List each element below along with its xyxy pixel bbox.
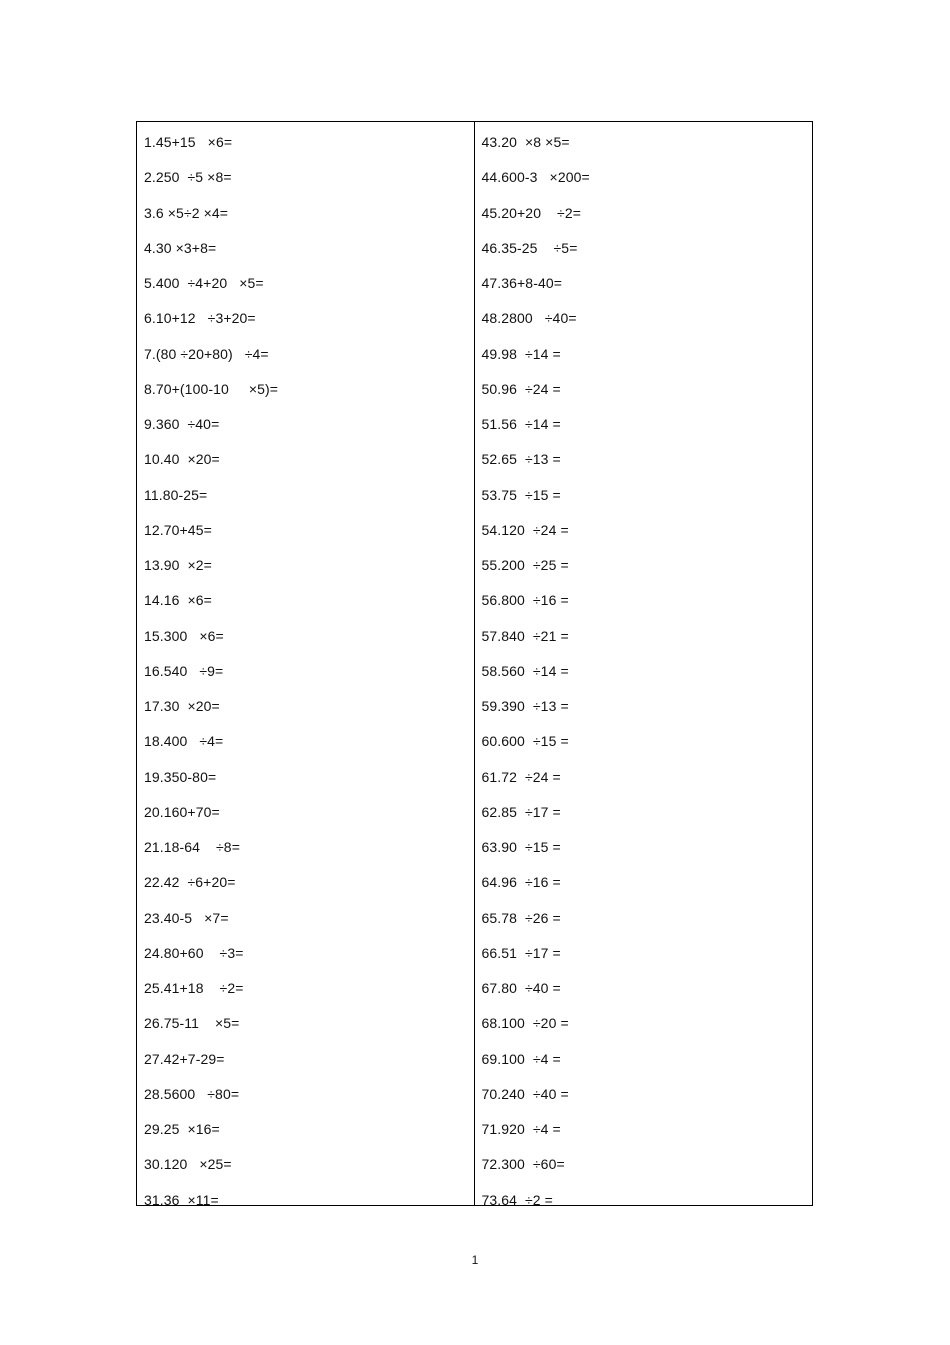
exercise-item: 43.20 ×8 ×5= — [481, 134, 570, 150]
exercise-item: 17.30 ×20= — [144, 698, 220, 714]
exercise-item: 20.160+70= — [144, 803, 220, 820]
exercise-item: 15.300 ×6= — [144, 627, 224, 644]
exercise-item: 3.6 ×5÷2 ×4= — [144, 204, 229, 221]
exercise-item: 14.16 ×6= — [144, 592, 212, 609]
exercise-item: 49.98 ÷14 = — [481, 345, 561, 362]
exercise-item: 31.36 ×11= — [144, 1191, 219, 1208]
exercise-item: 50.96 ÷24 = — [481, 380, 561, 397]
right-column — [475, 122, 813, 1208]
exercise-item: 66.51 ÷17 = — [481, 944, 561, 961]
exercise-item: 6.10+12 ÷3+20= — [144, 310, 256, 327]
exercise-item: 1.45+15 ×6= — [144, 134, 233, 150]
exercise-table — [136, 121, 813, 1206]
exercise-item: 8.70+(100-10 ×5)= — [144, 380, 279, 397]
exercise-item: 47.36+8-40= — [481, 275, 563, 291]
exercise-item: 26.75-11 ×5= — [144, 1015, 240, 1032]
exercise-item: 69.100 ÷4 = — [481, 1050, 561, 1067]
exercise-item: 58.560 ÷14 = — [481, 662, 569, 679]
exercise-item: 5.400 ÷4+20 ×5= — [144, 275, 264, 291]
exercise-item: 67.80 ÷40 = — [481, 980, 561, 996]
exercise-item: 53.75 ÷15 = — [481, 486, 561, 503]
exercise-item: 22.42 ÷6+20= — [144, 874, 236, 891]
exercise-item: 71.920 ÷4 = — [481, 1121, 561, 1137]
exercise-item: 19.350-80= — [144, 768, 217, 785]
exercise-item: 56.800 ÷16 = — [481, 592, 569, 609]
exercise-item: 11.80-25= — [144, 486, 208, 503]
exercise-item: 64.96 ÷16 = — [481, 874, 561, 891]
exercise-item: 44.600-3 ×200= — [481, 169, 590, 186]
exercise-item: 52.65 ÷13 = — [481, 451, 561, 468]
exercise-item: 65.78 ÷26 = — [481, 909, 561, 926]
exercise-item: 28.5600 ÷80= — [144, 1085, 240, 1102]
exercise-item: 45.20+20 ÷2= — [481, 204, 581, 221]
exercise-item: 23.40-5 ×7= — [144, 909, 229, 926]
exercise-item: 48.2800 ÷40= — [481, 310, 577, 327]
exercise-item: 57.840 ÷21 = — [481, 627, 569, 644]
exercise-item: 27.42+7-29= — [144, 1050, 225, 1067]
exercise-item: 60.600 ÷15 = — [481, 733, 569, 750]
exercise-item: 25.41+18 ÷2= — [144, 980, 244, 996]
exercise-item: 61.72 ÷24 = — [481, 768, 561, 785]
exercise-item: 73.64 ÷2 = — [481, 1191, 553, 1208]
exercise-item: 10.40 ×20= — [144, 451, 220, 468]
exercise-item: 63.90 ÷15 = — [481, 839, 561, 855]
exercise-item: 18.400 ÷4= — [144, 733, 224, 750]
left-column — [137, 122, 475, 1208]
exercise-item: 13.90 ×2= — [144, 557, 212, 573]
exercise-item: 29.25 ×16= — [144, 1121, 220, 1137]
exercise-item: 62.85 ÷17 = — [481, 803, 561, 820]
page-number: 1 — [471, 1253, 479, 1267]
exercise-item: 24.80+60 ÷3= — [144, 944, 244, 961]
exercise-item: 72.300 ÷60= — [481, 1156, 565, 1173]
exercise-item: 21.18-64 ÷8= — [144, 839, 240, 855]
exercise-item: 54.120 ÷24 = — [481, 521, 569, 538]
exercise-item: 51.56 ÷14 = — [481, 416, 561, 432]
exercise-item: 68.100 ÷20 = — [481, 1015, 569, 1032]
exercise-item: 16.540 ÷9= — [144, 662, 224, 679]
exercise-item: 30.120 ×25= — [144, 1156, 232, 1173]
exercise-item: 70.240 ÷40 = — [481, 1085, 569, 1102]
exercise-item: 2.250 ÷5 ×8= — [144, 169, 232, 186]
exercise-item: 12.70+45= — [144, 521, 212, 538]
exercise-item: 9.360 ÷40= — [144, 416, 220, 432]
exercise-item: 4.30 ×3+8= — [144, 239, 217, 256]
exercise-item: 46.35-25 ÷5= — [481, 239, 578, 256]
exercise-item: 55.200 ÷25 = — [481, 557, 569, 573]
exercise-item: 59.390 ÷13 = — [481, 698, 569, 714]
exercise-item: 7.(80 ÷20+80) ÷4= — [144, 345, 269, 362]
